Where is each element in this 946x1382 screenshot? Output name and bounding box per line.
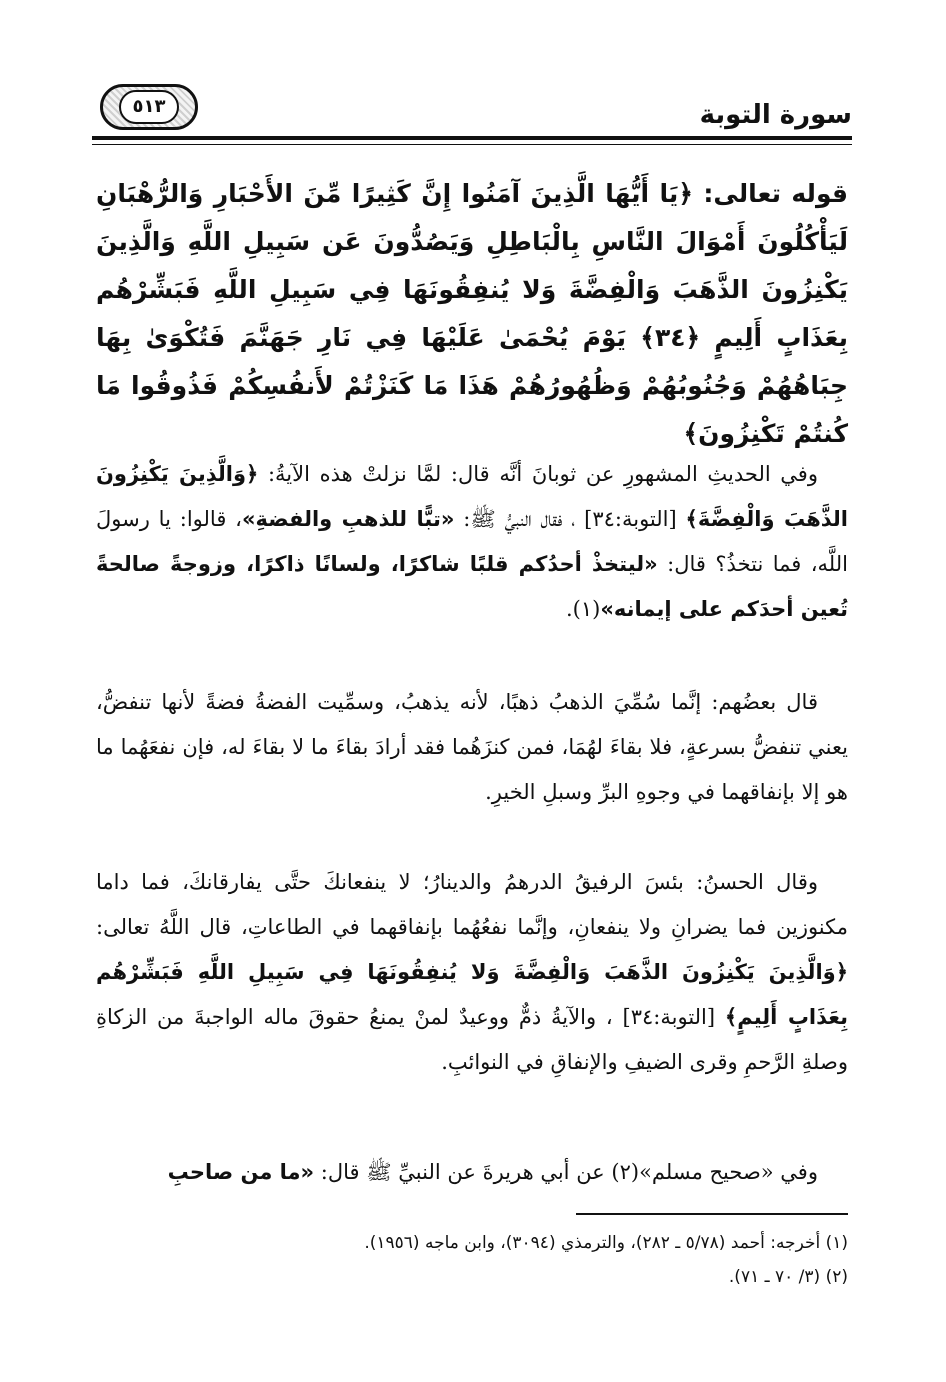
header-rule-thin [92, 144, 852, 145]
p1-text-c: [التوبة:٣٤] ، فقال النبيُّ ﷺ: [454, 507, 686, 531]
paragraph-naming-gold [96, 680, 848, 815]
p1-hadith-quote-1: «تبًّا للذهبِ والفضةِ» [241, 507, 455, 531]
footnote-separator [576, 1213, 848, 1215]
paragraph-sahih-muslim [96, 1150, 848, 1195]
p1-verse: ﴿وَالَّذِينَ يَكْنِزُونَ الذَّهَبَ وَالْفِضَّةَ﴾ [96, 462, 849, 531]
paragraph-thawban-hadith [96, 452, 848, 632]
p1-text-e: ، قالوا: يا رسولَ اللَّه، فما نتخذُ؟ قال: [96, 507, 848, 576]
p4-text-a: وفي «صحيح مسلم»(٢) عن أبي هريرةَ عن النبيِّ ﷺ قال: [314, 1160, 818, 1184]
paragraph-hasan [96, 860, 848, 1085]
p1-footnote-ref: (١). [565, 597, 601, 621]
page-header [92, 78, 852, 150]
p1-hadith-quote-2: «ليتخذْ أحدُكم قلبًا شاكرًا، ولسانًا ذاكرًا، وزوجةً صالحةً تُعين أحدَكم على إيمانه» [96, 552, 848, 621]
p3-verse: ﴿وَالَّذِينَ يَكْنِزُونَ الذَّهَبَ وَالْفِضَّةَ وَلا يُنفِقُونَهَا فِي سَبِيلِ اللَّهِ فَبَشِّرْهُم بِعَذَابٍ أَلِيمٍ﴾ [96, 960, 848, 1029]
p2-text: قال بعضُهم: إنَّما سُمِّيَ الذهبُ ذهبًا، لأنه يذهبُ، وسمِّيت الفضةُ فضةً لأنها تنفضُّ، يعني تنفضُّ بسرعةٍ، فلا بقاءَ لهُمَا، فمن كنزَهُما فقد أرادَ بقاءَ ما لا بقاءَ له، فإن نفعَهُما ما هو إلا بإنفاقهما في وجوهِ البرِّ وسبلِ الخيرِ. [96, 690, 848, 804]
p1-text-a: وفي الحديثِ المشهورِ عن ثوبانَ أنَّه قال: لمَّا نزلتْ هذه الآيةُ: [258, 462, 818, 486]
page-number-badge [100, 84, 198, 130]
header-rule-thick [92, 136, 852, 140]
p3-text-c: [التوبة:٣٤] ، والآيةُ ذمٌّ ووعيدٌ لمنْ يمنعُ حقوقَ ماله الواجبةَ من الزكاةِ وصلةِ الرَّحمِ وقرى الضيفِ والإنفاقِ في النوائبِ. [96, 1005, 848, 1074]
surah-title: سورة التوبة [699, 100, 852, 130]
p3-text-a: وقال الحسنُ: بئسَ الرفيقُ الدرهمُ والدينارُ؛ لا ينفعانكَ حتَّى يفارقانكَ، فما داما مكنوزين فما يضرانِ ولا ينفعانِ، وإنَّما نفعُهُما بإنفاقهما في الطاعاتِ، قال اللَّهُ تعالى: [96, 870, 848, 939]
footnote-2: (٢) (٣/ ٧٠ ـ ٧١). [728, 1267, 848, 1287]
quran-verse-block: قوله تعالى: ﴿يَا أَيُّهَا الَّذِينَ آمَنُوا إِنَّ كَثِيرًا مِّنَ الأَحْبَارِ وَالرُّهْبَانِ لَيَأْكُلُونَ أَمْوَالَ النَّاسِ بِالْبَاطِلِ وَيَصُدُّونَ عَن سَبِيلِ اللَّهِ وَالَّذِينَ يَكْنِزُونَ الذَّهَبَ وَالْفِضَّةَ وَلا يُنفِقُونَهَا فِي سَبِيلِ اللَّهِ فَبَشِّرْهُم بِعَذَابٍ أَلِيمٍ ﴿٣٤﴾ يَوْمَ يُحْمَىٰ عَلَيْهَا فِي نَارِ جَهَنَّمَ فَتُكْوَىٰ بِهَا جِبَاهُهُمْ وَجُنُوبُهُمْ وَظُهُورُهُمْ هَذَا مَا كَنَزْتُمْ لأَنفُسِكُمْ فَذُوقُوا مَا كُنتُمْ تَكْنِزُونَ﴾ [96, 179, 848, 448]
footnotes [96, 1226, 848, 1294]
p4-hadith-quote: «ما من صاحبِ [167, 1160, 315, 1184]
footnote-1: (١) أخرجه: أحمد (٥/٧٨ ـ ٢٨٢)، والترمذي (٣٠٩٤)، وابن ماجه (١٩٥٦). [364, 1233, 848, 1253]
page-number: ٥١٣ [119, 90, 179, 124]
